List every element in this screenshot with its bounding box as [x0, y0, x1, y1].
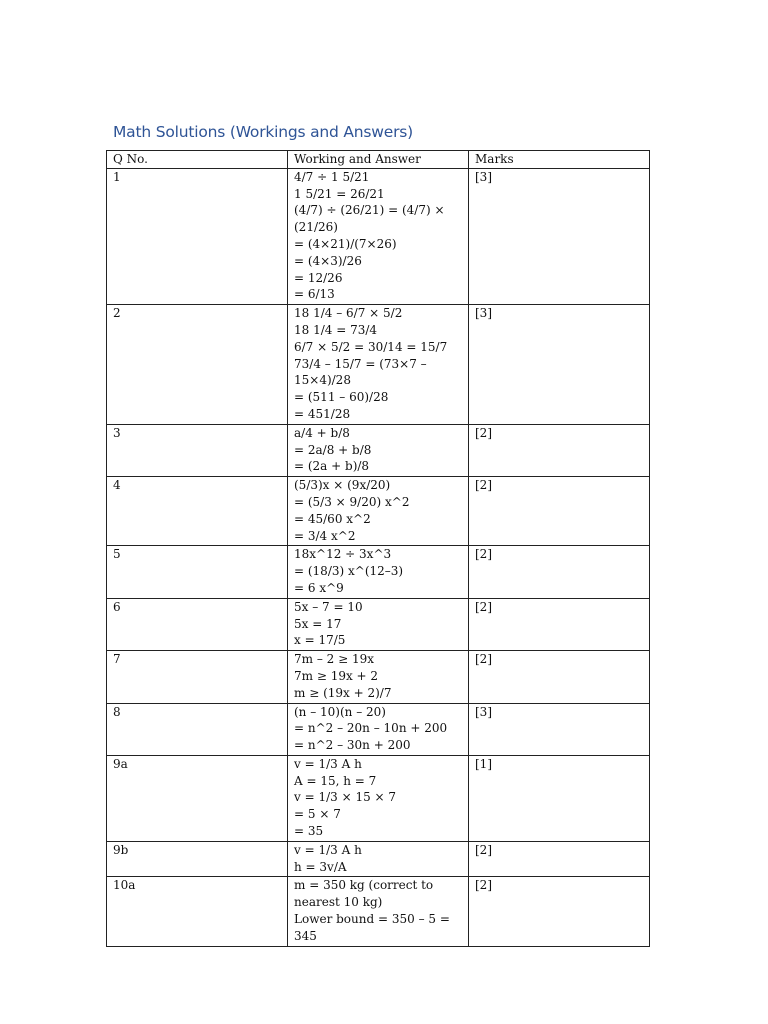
table-row: [107, 598, 650, 650]
working-line: = 3/4 x^2: [294, 528, 356, 543]
working-line: Lower bound = 350 – 5 =: [294, 912, 450, 927]
marks: [3]: [469, 703, 650, 755]
working-line: 4/7 ÷ 1 5/21: [294, 169, 370, 184]
working-line: 15×4)/28: [294, 373, 351, 388]
working-line: (21/26): [294, 220, 338, 235]
working-and-answer: [288, 546, 469, 598]
working-line: = 451/28: [294, 406, 351, 421]
marks: [2]: [469, 841, 650, 877]
working-and-answer: [288, 755, 469, 841]
working-line: x = 17/5: [294, 633, 346, 648]
working-line: = 6 x^9: [294, 580, 344, 595]
working-line: 5x = 17: [294, 616, 342, 631]
working-line: = 2a/8 + b/8: [294, 442, 372, 457]
working-line: (4/7) ÷ (26/21) = (4/7) ×: [294, 203, 445, 218]
working-line: 18x^12 ÷ 3x^3: [294, 547, 392, 562]
working-line: 345: [294, 928, 317, 943]
working-and-answer: [288, 477, 469, 546]
working-line: = (5/3 × 9/20) x^2: [294, 494, 410, 509]
working-and-answer: [288, 305, 469, 425]
working-line: nearest 10 kg): [294, 895, 383, 910]
working-line: 5x – 7 = 10: [294, 599, 363, 614]
working-line: = (4×21)/(7×26): [294, 236, 397, 251]
working-line: = n^2 – 20n – 10n + 200: [294, 721, 448, 736]
marks: [3]: [469, 305, 650, 425]
table-row: [107, 755, 650, 841]
working-line: = n^2 – 30n + 200: [294, 738, 411, 753]
working-line: (n – 10)(n – 20): [294, 704, 386, 719]
marks: [2]: [469, 877, 650, 946]
working-line: = 35: [294, 824, 324, 839]
working-line: = (18/3) x^(12–3): [294, 564, 404, 579]
working-line: = (2a + b)/8: [294, 459, 370, 474]
working-and-answer: [288, 651, 469, 703]
working-and-answer: [288, 598, 469, 650]
marks: [2]: [469, 477, 650, 546]
table-row: [107, 305, 650, 425]
working-line: 73/4 – 15/7 = (73×7 –: [294, 356, 427, 371]
working-line: v = 1/3 A h: [294, 842, 362, 857]
marks: [1]: [469, 755, 650, 841]
question-number: 2: [107, 305, 288, 425]
working-line: m = 350 kg (correct to: [294, 878, 434, 893]
marks: [2]: [469, 424, 650, 476]
working-line: v = 1/3 × 15 × 7: [294, 790, 397, 805]
table-row: [107, 703, 650, 755]
working-line: m ≥ (19x + 2)/7: [294, 685, 392, 700]
working-line: 18 1/4 = 73/4: [294, 322, 378, 337]
table-header-row: [107, 151, 650, 169]
working-line: = 45/60 x^2: [294, 511, 371, 526]
working-and-answer: [288, 841, 469, 877]
question-number: 3: [107, 424, 288, 476]
table-row: [107, 841, 650, 877]
working-line: 6/7 × 5/2 = 30/14 = 15/7: [294, 339, 448, 354]
working-line: h = 3v/A: [294, 859, 347, 874]
page-title: Math Solutions (Workings and Answers): [113, 123, 414, 141]
working-and-answer: [288, 424, 469, 476]
working-line: A = 15, h = 7: [294, 773, 377, 788]
header-working-and-answer: Working and Answer: [288, 151, 469, 169]
working-line: 7m – 2 ≥ 19x: [294, 652, 374, 667]
table-row: [107, 651, 650, 703]
working-line: (5/3)x × (9x/20): [294, 478, 391, 493]
table-body: [107, 168, 650, 946]
working-and-answer: [288, 168, 469, 304]
question-number: 9b: [107, 841, 288, 877]
working-line: 1 5/21 = 26/21: [294, 186, 385, 201]
working-line: a/4 + b/8: [294, 425, 350, 440]
marks: [3]: [469, 168, 650, 304]
working-and-answer: [288, 703, 469, 755]
working-line: 18 1/4 – 6/7 × 5/2: [294, 306, 403, 321]
question-number: 7: [107, 651, 288, 703]
table-row: [107, 546, 650, 598]
question-number: 9a: [107, 755, 288, 841]
working-line: = 6/13: [294, 287, 335, 302]
question-number: 1: [107, 168, 288, 304]
header-q-no: Q No.: [107, 151, 288, 169]
marks: [2]: [469, 546, 650, 598]
working-line: = (511 – 60)/28: [294, 390, 389, 405]
question-number: 6: [107, 598, 288, 650]
table-row: [107, 168, 650, 304]
working-and-answer: [288, 877, 469, 946]
working-line: = 12/26: [294, 270, 343, 285]
table-row: [107, 424, 650, 476]
question-number: 8: [107, 703, 288, 755]
question-number: 10a: [107, 877, 288, 946]
table-row: [107, 877, 650, 946]
table-row: [107, 477, 650, 546]
marks: [2]: [469, 598, 650, 650]
working-line: = (4×3)/26: [294, 253, 362, 268]
question-number: 5: [107, 546, 288, 598]
question-number: 4: [107, 477, 288, 546]
solutions-table: [106, 150, 650, 947]
working-line: = 5 × 7: [294, 807, 341, 822]
working-line: v = 1/3 A h: [294, 756, 362, 771]
marks: [2]: [469, 651, 650, 703]
working-line: 7m ≥ 19x + 2: [294, 668, 379, 683]
header-marks: Marks: [469, 151, 650, 169]
